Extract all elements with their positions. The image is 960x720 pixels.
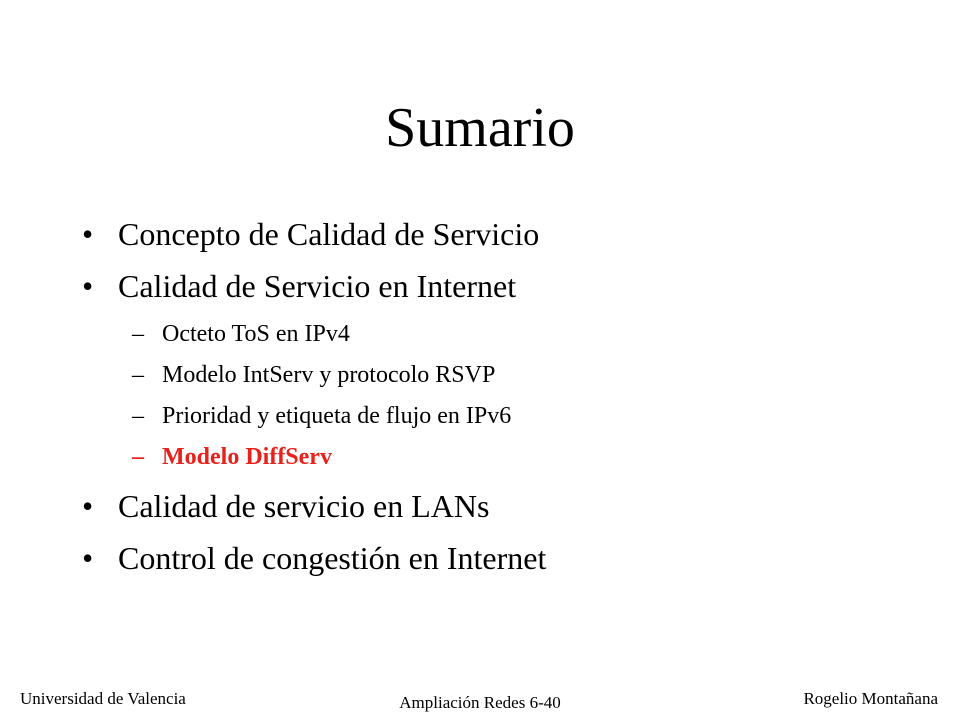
bullet-item <box>80 208 900 260</box>
dash-icon: – <box>132 321 144 347</box>
dash-icon: – <box>132 362 144 388</box>
bullet-item <box>80 480 900 532</box>
slide-content <box>80 208 900 584</box>
footer-university: Universidad de Valencia <box>20 689 186 708</box>
sub-bullet-list <box>80 314 900 478</box>
bullet-text: Calidad de servicio en LANs <box>118 488 490 524</box>
sub-bullet-text-current: Modelo DiffServ <box>162 444 332 470</box>
footer-course-page: Ampliación Redes 6-40 <box>399 693 561 712</box>
sub-bullet-item-current <box>80 437 900 478</box>
dash-icon: – <box>132 444 144 470</box>
bullet-text: Control de congestión en Internet <box>118 540 547 576</box>
dash-icon: – <box>132 403 144 429</box>
sub-bullet-text: Prioridad y etiqueta de flujo en IPv6 <box>162 403 512 429</box>
sub-bullet-text: Octeto ToS en IPv4 <box>162 321 350 347</box>
slide-title: Sumario <box>385 97 575 159</box>
sub-bullet-item <box>80 355 900 396</box>
bullet-item <box>80 532 900 584</box>
sub-bullet-text: Modelo IntServ y protocolo RSVP <box>162 362 496 388</box>
bullet-icon: • <box>82 216 94 252</box>
sub-bullet-item <box>80 314 900 355</box>
bullet-item <box>80 260 900 312</box>
bullet-icon: • <box>82 488 94 524</box>
sub-bullet-item <box>80 396 900 437</box>
footer-author: Rogelio Montañana <box>803 689 938 708</box>
bullet-icon: • <box>82 268 94 304</box>
bullet-icon: • <box>82 540 94 576</box>
bullet-text: Calidad de Servicio en Internet <box>118 268 517 304</box>
bullet-text: Concepto de Calidad de Servicio <box>118 216 540 252</box>
